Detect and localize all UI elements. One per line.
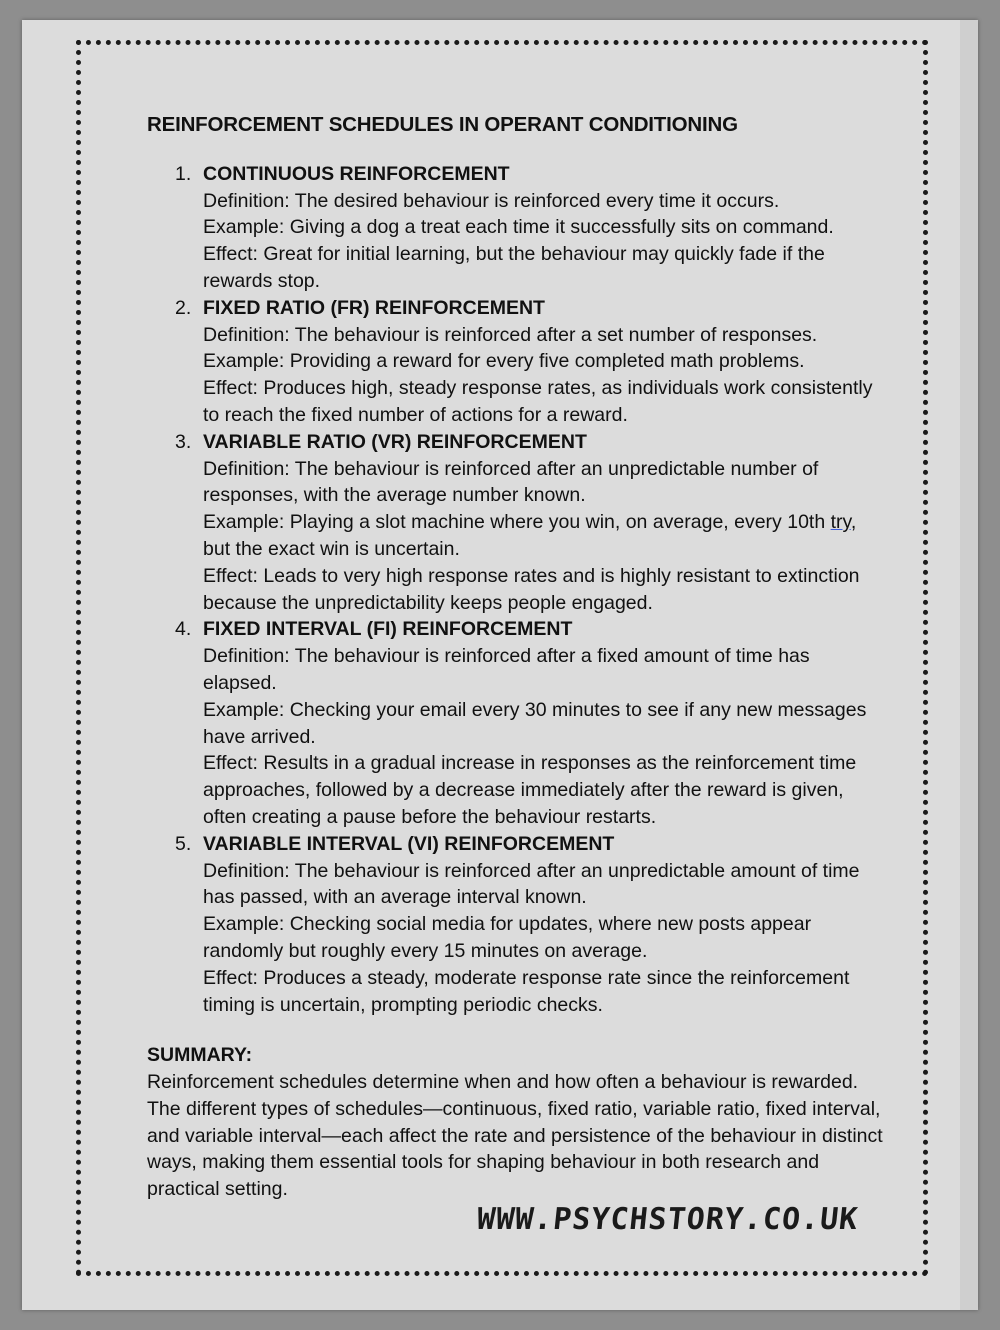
spellcheck-underlined-word: try	[830, 511, 851, 534]
item-number: 2.	[175, 296, 192, 319]
page-edge	[960, 20, 978, 1310]
item-effect: Effect: Produces a steady, moderate response rate since the reinforcement timing is uncertain, prompting periodic checks.	[203, 966, 850, 1016]
item-definition: Definition: The desired behaviour is reinforced every time it occurs.	[203, 189, 780, 212]
page-title: REINFORCEMENT SCHEDULES IN OPERANT CONDITIONING	[147, 113, 738, 136]
item-definition: Definition: The behaviour is reinforced after an unpredictable number of responses, with the average number known.	[203, 457, 819, 507]
schedule-item-variable-ratio	[147, 429, 887, 617]
summary-heading: SUMMARY:	[147, 1044, 253, 1067]
item-number: 1.	[175, 162, 192, 185]
website-url: WWW.PSYCHSTORY.CO.UK	[475, 1202, 861, 1237]
item-example: Example: Checking your email every 30 minutes to see if any new messages have arrived.	[203, 698, 867, 748]
item-example: Example: Providing a reward for every five completed math problems.	[203, 350, 805, 373]
item-heading: FIXED RATIO (FR) REINFORCEMENT	[203, 296, 545, 319]
item-effect: Effect: Produces high, steady response rates, as individuals work consistently to reach the fixed number of actions for a reward.	[203, 377, 873, 426]
item-effect: Effect: Great for initial learning, but the behaviour may quickly fade if the rewards stop.	[203, 243, 825, 292]
item-effect: Effect: Leads to very high response rates and is highly resistant to extinction because the unpredictability keeps people engaged.	[203, 564, 860, 614]
item-heading: VARIABLE INTERVAL (VI) REINFORCEMENT	[203, 832, 615, 855]
item-definition: Definition: The behaviour is reinforced after a fixed amount of time has elapsed.	[203, 645, 810, 694]
item-example	[203, 509, 887, 563]
item-effect: Effect: Results in a gradual increase in responses as the reinforcement time approaches, followed by a decrease immediately after the reward is given, often creating a pause before the behaviour restarts.	[203, 752, 857, 828]
schedule-item-fixed-interval	[147, 616, 887, 830]
schedule-item-fixed-ratio	[147, 295, 887, 429]
summary-section	[147, 1042, 887, 1203]
document-page	[22, 20, 978, 1310]
item-heading: VARIABLE RATIO (VR) REINFORCEMENT	[203, 430, 587, 453]
item-number: 5.	[175, 832, 192, 855]
item-example: Example: Checking social media for updates, where new posts appear randomly but roughly every 15 minutes on average.	[203, 913, 812, 962]
item-example: Example: Giving a dog a treat each time it successfully sits on command.	[203, 216, 834, 239]
item-heading: FIXED INTERVAL (FI) REINFORCEMENT	[203, 618, 573, 641]
document-content	[147, 112, 887, 1203]
item-example-end: , but the exact win is uncertain.	[203, 511, 857, 560]
item-number: 3.	[175, 430, 192, 453]
item-heading: CONTINUOUS REINFORCEMENT	[203, 162, 510, 185]
item-number: 4.	[175, 618, 192, 641]
schedule-item-variable-interval	[147, 831, 887, 1019]
item-example-start: Example: Playing a slot machine where you win, on average, every 10th	[203, 511, 831, 534]
summary-text: Reinforcement schedules determine when and how often a behaviour is rewarded. The different types of schedules—continuous, fixed ratio, variable ratio, fixed interval, and variable interval—each affect the rate and persistence of the behaviour in distinct ways, making them essential tools for shaping behaviour in both research and practical setting.	[147, 1071, 883, 1201]
schedule-item-continuous	[147, 161, 887, 295]
schedule-list	[147, 161, 887, 1019]
item-definition: Definition: The behaviour is reinforced after a set number of responses.	[203, 323, 818, 346]
item-definition: Definition: The behaviour is reinforced after an unpredictable amount of time has passed, with an average interval known.	[203, 859, 860, 909]
